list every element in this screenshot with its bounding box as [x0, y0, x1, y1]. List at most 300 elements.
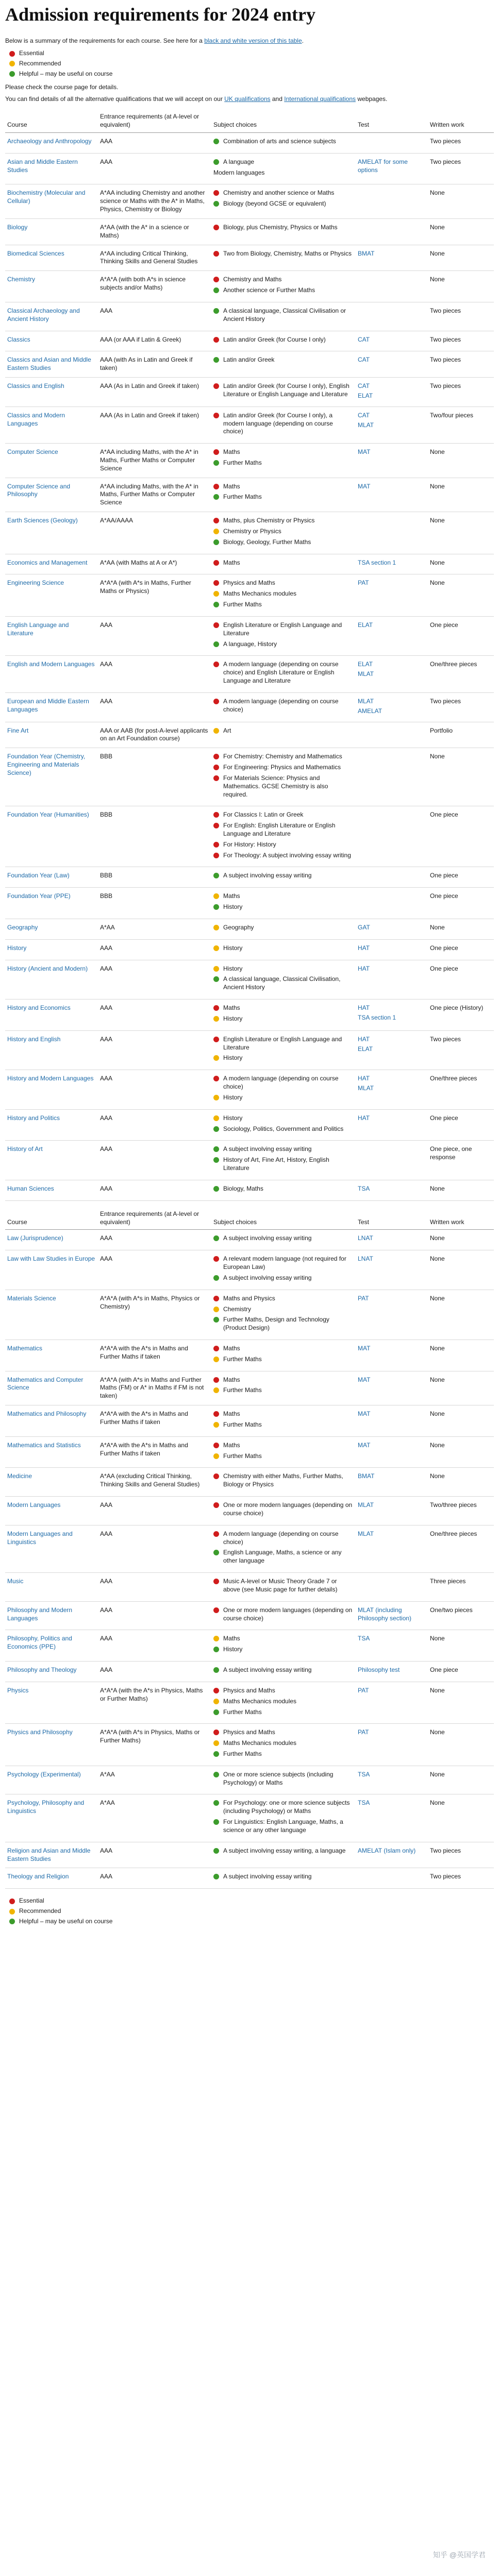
subject-text: Geography — [223, 923, 254, 931]
test-link[interactable]: BMAT — [358, 249, 375, 257]
entrance-requirements: AAA — [98, 153, 211, 184]
subject-text: Maths, plus Chemistry or Physics — [223, 517, 315, 524]
subject-choice — [213, 774, 354, 799]
tests — [356, 554, 428, 574]
test-link[interactable]: MLAT — [358, 697, 374, 705]
written-work: None — [428, 184, 494, 218]
tests — [356, 919, 428, 939]
course-name-link[interactable]: History and Modern Languages — [5, 1070, 98, 1109]
subject-text: Combination of arts and science subjects — [223, 137, 336, 145]
course-name-link[interactable]: History (Ancient and Modern) — [5, 960, 98, 999]
yellow-dot-icon — [213, 1307, 219, 1312]
written-work: None — [428, 1468, 494, 1497]
subject-text: A subject involving essay writing — [223, 1274, 312, 1281]
red-dot-icon — [213, 842, 219, 848]
course-name-link[interactable]: History and English — [5, 1030, 98, 1070]
course-name-link[interactable]: Psychology (Experimental) — [5, 1766, 98, 1794]
subject-choices — [211, 1842, 356, 1868]
written-work: Two/four pieces — [428, 406, 494, 443]
test-link[interactable]: MAT — [358, 448, 371, 456]
tests — [356, 1340, 428, 1371]
entrance-requirements: AAA — [98, 999, 211, 1031]
test-link[interactable]: TSA section 1 — [358, 558, 396, 566]
written-work: None — [428, 1250, 494, 1290]
subject-choice — [213, 1255, 354, 1272]
table-row — [5, 351, 494, 378]
subject-text: A classical language, Classical Civilisation or Ancient History — [223, 307, 346, 323]
test-link[interactable]: AMELAT (Islam only) — [358, 1846, 416, 1854]
subject-choices — [211, 1340, 356, 1371]
subject-choices — [211, 1630, 356, 1662]
test-link[interactable]: Philosophy test — [358, 1666, 400, 1674]
red-dot-icon — [213, 1037, 219, 1042]
entrance-requirements: BBB — [98, 867, 211, 888]
entrance-requirements: A*AA (with Maths at A or A*) — [98, 554, 211, 574]
test-link[interactable]: PAT — [358, 1728, 369, 1736]
course-name-link[interactable]: Engineering Science — [5, 574, 98, 616]
course-name-link[interactable]: Theology and Religion — [5, 1868, 98, 1889]
table-row — [5, 1468, 494, 1497]
course-name-link[interactable]: History — [5, 939, 98, 960]
course-name-link[interactable]: Economics and Management — [5, 554, 98, 574]
test-link[interactable]: AMELAT for some options — [358, 158, 408, 174]
course-name-link[interactable]: Physics and Philosophy — [5, 1724, 98, 1766]
yellow-dot-icon — [213, 1115, 219, 1121]
red-dot-icon — [213, 699, 219, 704]
test-link[interactable]: MAT — [358, 1376, 371, 1383]
written-work: None — [428, 271, 494, 302]
course-name-link[interactable]: Materials Science — [5, 1290, 98, 1340]
test-link[interactable]: CAT — [358, 411, 370, 419]
legend-label: Essential — [19, 49, 44, 57]
subject-choice — [213, 753, 354, 761]
subject-choices — [211, 1180, 356, 1200]
tests — [356, 184, 428, 218]
entrance-requirements: AAA — [98, 132, 211, 153]
subject-choice — [213, 382, 354, 399]
subject-choice — [213, 1185, 354, 1193]
table-row — [5, 1141, 494, 1180]
course-name-link[interactable]: Biology — [5, 218, 98, 245]
test-link[interactable]: ELAT — [358, 1045, 373, 1053]
yellow-dot-icon — [213, 591, 219, 597]
course-name-link[interactable]: Philosophy and Modern Languages — [5, 1601, 98, 1630]
red-dot-icon — [213, 225, 219, 230]
test-link[interactable]: HAT — [358, 1114, 370, 1122]
subject-text: For Materials Science: Physics and Mathematics. GCSE Chemistry is also required. — [223, 774, 328, 798]
course-name-link[interactable]: Foundation Year (PPE) — [5, 888, 98, 919]
green-dot-icon — [213, 1848, 219, 1854]
test-link[interactable]: AMELAT — [358, 707, 382, 715]
header-course: Course — [5, 108, 98, 132]
table-row — [5, 692, 494, 722]
subject-text: For Engineering: Physics and Mathematics — [223, 764, 341, 771]
red-dot-icon — [213, 251, 219, 257]
tests — [356, 1070, 428, 1109]
subject-choice — [213, 1015, 354, 1023]
subject-text: Maths — [223, 1410, 240, 1418]
written-work: Two pieces — [428, 153, 494, 184]
header-subjects: Subject choices — [211, 108, 356, 132]
course-name-link[interactable]: Physics — [5, 1682, 98, 1723]
test-link[interactable]: HAT — [358, 1075, 370, 1082]
subject-text: Further Maths — [223, 459, 262, 466]
test-link[interactable]: TSA — [358, 1184, 370, 1192]
subject-choices — [211, 554, 356, 574]
table-row — [5, 1662, 494, 1682]
course-name-link[interactable]: English and Modern Languages — [5, 656, 98, 692]
course-name-link[interactable]: Music — [5, 1573, 98, 1602]
subject-choice — [213, 538, 354, 547]
subject-text: One or more modern languages (depending on course choice) — [223, 1606, 353, 1622]
yellow-dot-icon — [213, 728, 219, 734]
yellow-dot-icon — [213, 1357, 219, 1362]
course-name-link[interactable]: Foundation Year (Chemistry, Engineering and Materials Science) — [5, 748, 98, 806]
test-link[interactable]: CAT — [358, 356, 370, 364]
subject-text: Further Maths — [223, 493, 262, 501]
legend-label: Recommended — [19, 59, 61, 67]
subject-text: A subject involving essay writing — [223, 1666, 312, 1674]
test-link[interactable]: HAT — [358, 964, 370, 972]
entrance-requirements: BBB — [98, 806, 211, 867]
subject-choice — [213, 975, 354, 992]
course-name-link[interactable]: History and Economics — [5, 999, 98, 1031]
subject-choice — [213, 601, 354, 609]
subject-choices — [211, 1601, 356, 1630]
test-link[interactable]: CAT — [358, 382, 370, 390]
entrance-requirements: AAA (with As in Latin and Greek if taken) — [98, 351, 211, 378]
test-link[interactable]: HAT — [358, 1035, 370, 1043]
test-link[interactable]: TSA — [358, 1635, 370, 1642]
red-dot-icon — [213, 1005, 219, 1011]
course-name-link[interactable]: Fine Art — [5, 722, 98, 748]
table-row — [5, 748, 494, 806]
written-work: None — [428, 748, 494, 806]
written-work: None — [428, 512, 494, 554]
test-link[interactable]: PAT — [358, 1686, 369, 1694]
test-link[interactable]: MLAT (including Philosophy section) — [358, 1606, 412, 1622]
tests — [356, 692, 428, 722]
subject-text: Maths — [223, 1441, 240, 1449]
course-name-link[interactable]: Chemistry — [5, 271, 98, 302]
yellow-dot-icon — [213, 1095, 219, 1100]
course-name-link[interactable]: Human Sciences — [5, 1180, 98, 1200]
green-dot-icon — [213, 602, 219, 607]
subject-choice — [213, 621, 354, 638]
header-test: Test — [356, 1200, 428, 1230]
test-link[interactable]: MLAT — [358, 1501, 374, 1509]
subject-choices — [211, 1682, 356, 1723]
course-name-link[interactable]: Mathematics and Philosophy — [5, 1405, 98, 1437]
subject-choice — [213, 764, 354, 772]
written-work: Portfolio — [428, 722, 494, 748]
course-name-link[interactable]: Modern Languages and Linguistics — [5, 1525, 98, 1572]
written-work: Three pieces — [428, 1573, 494, 1602]
course-name-link[interactable]: Classics and Modern Languages — [5, 406, 98, 443]
entrance-requirements: A*AA including Maths, with the A* in Maths, Further Maths or Computer Science — [98, 444, 211, 478]
test-link[interactable]: LNAT — [358, 1255, 373, 1263]
subject-choices — [211, 1290, 356, 1340]
red-dot-icon — [213, 383, 219, 389]
course-name-link[interactable]: Mathematics and Computer Science — [5, 1371, 98, 1405]
tests — [356, 351, 428, 378]
subject-choices — [211, 960, 356, 999]
subject-choice — [213, 924, 354, 932]
course-name-link[interactable]: English Language and Literature — [5, 616, 98, 655]
course-name-link[interactable]: Philosophy, Politics and Economics (PPE) — [5, 1630, 98, 1662]
table-row — [5, 1290, 494, 1340]
subject-choice — [213, 1421, 354, 1429]
subject-choices — [211, 351, 356, 378]
check-text: Please check the course page for details. — [5, 83, 119, 91]
tests — [356, 406, 428, 443]
test-link[interactable]: MAT — [358, 1441, 371, 1449]
subject-choices — [211, 1230, 356, 1250]
entrance-requirements: A*A*A (with A*s in Maths, Further Maths or Physics) — [98, 574, 211, 616]
yellow-dot-icon — [213, 529, 219, 534]
course-name-link[interactable]: Law with Law Studies in Europe — [5, 1250, 98, 1290]
subject-text: History — [223, 964, 243, 972]
test-link[interactable]: TSA — [358, 1770, 370, 1778]
course-name-link[interactable]: Classics — [5, 331, 98, 351]
subject-choice — [213, 158, 354, 166]
written-work: None — [428, 1230, 494, 1250]
table-row — [5, 1109, 494, 1141]
written-work: None — [428, 1290, 494, 1340]
tests — [356, 722, 428, 748]
subject-text: History — [223, 1014, 243, 1022]
subject-choice — [213, 493, 354, 501]
test-link[interactable]: CAT — [358, 335, 370, 343]
tests — [356, 1868, 428, 1889]
test-link[interactable]: MAT — [358, 1344, 371, 1352]
course-name-link[interactable]: Geography — [5, 919, 98, 939]
yellow-dot-icon — [9, 61, 15, 66]
entrance-requirements: AAA — [98, 1601, 211, 1630]
table-row — [5, 153, 494, 184]
yellow-dot-icon — [213, 1055, 219, 1061]
subject-choice — [213, 1501, 354, 1518]
test-link[interactable]: HAT — [358, 1004, 370, 1012]
red-dot-icon — [213, 812, 219, 818]
green-dot-icon — [213, 1709, 219, 1715]
table-row — [5, 919, 494, 939]
subject-text: History — [223, 1093, 243, 1101]
subject-choices — [211, 218, 356, 245]
subject-choice — [213, 660, 354, 685]
subject-choice — [213, 1799, 354, 1816]
subject-choices — [211, 806, 356, 867]
tests — [356, 1468, 428, 1497]
subject-choice — [213, 1075, 354, 1091]
test-link[interactable]: ELAT — [358, 660, 373, 668]
table-row — [5, 245, 494, 271]
course-name-link[interactable]: Foundation Year (Humanities) — [5, 806, 98, 867]
subject-choice — [213, 448, 354, 456]
entrance-requirements: A*A*A (with both A*s in science subjects and/or Maths) — [98, 271, 211, 302]
red-dot-icon — [213, 775, 219, 781]
test-link[interactable]: BMAT — [358, 1472, 375, 1480]
test-link[interactable]: TSA — [358, 1799, 370, 1807]
course-name-link[interactable]: Biomedical Sciences — [5, 245, 98, 271]
course-name-link[interactable]: Earth Sciences (Geology) — [5, 512, 98, 554]
course-name-link[interactable]: Classical Archaeology and Ancient History — [5, 302, 98, 331]
table-row — [5, 132, 494, 153]
entrance-requirements: A*A*A with the A*s in Maths and Further Maths if taken — [98, 1405, 211, 1437]
course-name-link[interactable]: Biochemistry (Molecular and Cellular) — [5, 184, 98, 218]
course-name-link[interactable]: Philosophy and Theology — [5, 1662, 98, 1682]
test-link[interactable]: GAT — [358, 923, 370, 931]
entrance-requirements: AAA — [98, 1525, 211, 1572]
subject-text: For Psychology: one or more science subjects (including Psychology) or Maths — [223, 1799, 350, 1815]
table-row — [5, 302, 494, 331]
yellow-dot-icon — [213, 945, 219, 951]
subject-choice — [213, 1739, 354, 1748]
course-name-link[interactable]: Classics and Asian and Middle Eastern Studies — [5, 351, 98, 378]
test-link[interactable]: PAT — [358, 579, 369, 587]
subject-text: Maths — [223, 1004, 240, 1012]
tests — [356, 1630, 428, 1662]
subject-choice — [213, 559, 354, 567]
table-header-row — [5, 108, 494, 132]
course-name-link[interactable]: Computer Science — [5, 444, 98, 478]
subject-choices — [211, 302, 356, 331]
subject-text: One or more science subjects (including Psychology) or Maths — [223, 1770, 334, 1786]
green-dot-icon — [213, 904, 219, 910]
test-link[interactable]: PAT — [358, 1294, 369, 1302]
red-dot-icon — [213, 449, 219, 455]
table-row — [5, 1766, 494, 1794]
test-link[interactable]: HAT — [358, 944, 370, 952]
subject-text: Biology (beyond GCSE or equivalent) — [223, 200, 326, 208]
table-row — [5, 939, 494, 960]
subject-choice — [213, 1145, 354, 1154]
subject-choice — [213, 138, 354, 146]
legend-label: Helpful – may be useful on course — [19, 1917, 113, 1925]
international-qualifications-link[interactable]: International qualifications — [284, 95, 356, 103]
subject-choices — [211, 1662, 356, 1682]
test-link[interactable]: MAT — [358, 482, 371, 490]
entrance-requirements: AAA — [98, 616, 211, 655]
course-name-link[interactable]: Mathematics and Statistics — [5, 1436, 98, 1468]
bw-version-link[interactable]: black and white version of this table — [204, 37, 302, 45]
subject-choices — [211, 378, 356, 407]
course-name-link[interactable]: Modern Languages — [5, 1497, 98, 1526]
subject-choice — [213, 1355, 354, 1364]
red-dot-icon — [9, 1899, 15, 1904]
tests — [356, 218, 428, 245]
course-name-link[interactable]: Asian and Middle Eastern Studies — [5, 153, 98, 184]
table-row — [5, 1371, 494, 1405]
table-row — [5, 1842, 494, 1868]
course-name-link[interactable]: Foundation Year (Law) — [5, 867, 98, 888]
tests — [356, 1497, 428, 1526]
test-link[interactable]: MLAT — [358, 421, 374, 429]
test-link[interactable]: LNAT — [358, 1234, 373, 1242]
legend-label: Helpful – may be useful on course — [19, 70, 113, 77]
table-body-1 — [5, 132, 494, 1200]
test-link[interactable]: MLAT — [358, 1084, 374, 1092]
red-dot-icon — [213, 1502, 219, 1508]
header-entrance: Entrance requirements (at A-level or equivalent) — [98, 1200, 211, 1230]
entrance-requirements: AAA — [98, 1868, 211, 1889]
written-work: Two/three pieces — [428, 1497, 494, 1526]
test-link[interactable]: MLAT — [358, 1530, 374, 1537]
course-name-link[interactable]: Computer Science and Philosophy — [5, 478, 98, 512]
table-row — [5, 806, 494, 867]
table-row — [5, 999, 494, 1031]
subject-choice — [213, 579, 354, 587]
table-row — [5, 1180, 494, 1200]
subject-choice — [213, 892, 354, 901]
test-link[interactable]: MAT — [358, 1410, 371, 1418]
test-link[interactable]: TSA section 1 — [358, 1013, 396, 1021]
uk-qualifications-link[interactable]: UK qualifications — [224, 95, 271, 103]
written-work: One piece, one response — [428, 1141, 494, 1180]
course-name-link[interactable]: Medicine — [5, 1468, 98, 1497]
subject-text: A modern language (depending on course choice) — [223, 697, 339, 713]
written-work: None — [428, 1371, 494, 1405]
table-row — [5, 444, 494, 478]
subject-choices — [211, 616, 356, 655]
course-name-link[interactable]: European and Middle Eastern Languages — [5, 692, 98, 722]
tests — [356, 806, 428, 867]
subject-text: Further Maths — [223, 601, 262, 608]
course-name-link[interactable]: Religion and Asian and Middle Eastern Studies — [5, 1842, 98, 1868]
course-name-link[interactable]: Psychology, Philosophy and Linguistics — [5, 1794, 98, 1842]
test-link[interactable]: ELAT — [358, 621, 373, 629]
subject-text: Further Maths — [223, 1708, 262, 1716]
subject-choice — [213, 1771, 354, 1787]
red-dot-icon — [213, 484, 219, 489]
subject-choices — [211, 692, 356, 722]
green-dot-icon — [213, 976, 219, 982]
course-name-link[interactable]: History of Art — [5, 1141, 98, 1180]
subject-choice — [213, 841, 354, 849]
course-name-link[interactable]: History and Politics — [5, 1109, 98, 1141]
subject-choice — [213, 1578, 354, 1594]
table-row — [5, 554, 494, 574]
subject-choice — [213, 1036, 354, 1052]
subject-choice — [213, 1234, 354, 1243]
table-row — [5, 1436, 494, 1468]
green-dot-icon — [9, 71, 15, 77]
subject-choices — [211, 132, 356, 153]
subject-choice — [213, 852, 354, 860]
test-link[interactable]: MLAT — [358, 670, 374, 678]
yellow-dot-icon — [213, 1636, 219, 1641]
green-dot-icon — [213, 1186, 219, 1192]
red-dot-icon — [9, 51, 15, 57]
tests — [356, 867, 428, 888]
entrance-requirements: A*AA/AAAA — [98, 512, 211, 554]
subject-choices — [211, 999, 356, 1031]
tests — [356, 1525, 428, 1572]
test-link[interactable]: ELAT — [358, 392, 373, 399]
written-work: None — [428, 245, 494, 271]
watermark: 知乎 @英国学君 — [433, 2550, 486, 2559]
course-name-link[interactable]: Classics and English — [5, 378, 98, 407]
subject-text: Maths — [223, 1376, 240, 1383]
tests — [356, 153, 428, 184]
entrance-requirements: AAA — [98, 1250, 211, 1290]
header-written: Written work — [428, 108, 494, 132]
course-name-link[interactable]: Archaeology and Anthropology — [5, 132, 98, 153]
course-name-link[interactable]: Law (Jurisprudence) — [5, 1230, 98, 1250]
green-dot-icon — [213, 539, 219, 545]
subject-choice — [213, 1094, 354, 1102]
course-name-link[interactable]: Mathematics — [5, 1340, 98, 1371]
